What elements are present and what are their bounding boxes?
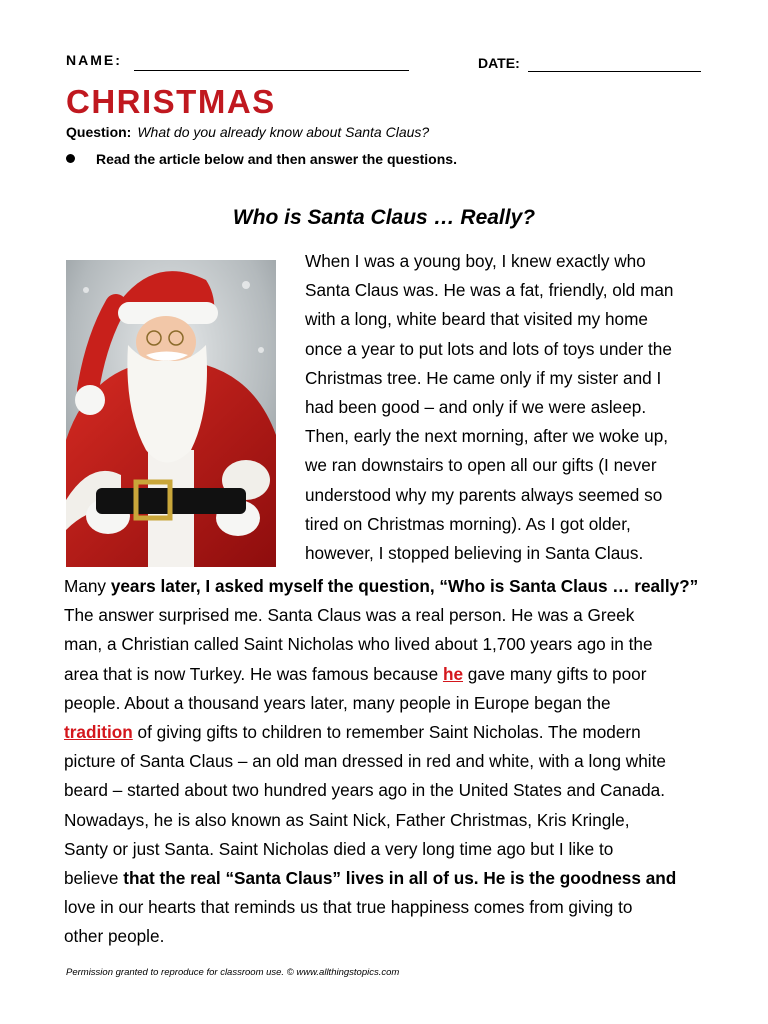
text-line: understood why my parents always seemed so [305,484,663,505]
vocab-link-he[interactable]: he [442,663,464,684]
text-line: we ran downstairs to open all our gifts (I never [305,455,657,476]
text-line: The answer surprised me. Santa Claus was a real person. He was a Greek [64,605,635,626]
text-line: man, a Christian called Saint Nicholas who lived about 1,700 years ago in the [64,634,653,655]
question-text: What do you already know about Santa Claus? [137,124,430,140]
text-line: When I was a young boy, I knew exactly who [305,251,646,271]
text-line: had been good – and only if we were asleep. [305,396,647,417]
bold-text: years later, I asked myself the question, “Who is Santa Claus … really?” [110,576,699,596]
vocab-link-tradition[interactable]: tradition [64,721,133,742]
text-line: other people. [64,926,165,947]
bold-text: that the real “Santa Claus” lives in all of us. He is the goodness and [123,867,677,888]
article-side-paragraph [305,247,673,568]
text-line: with a long, white beard that visited my home [305,309,648,330]
text-fragment: believe [64,867,124,888]
instruction-text: Read the article below and then answer the questions. [96,151,457,167]
text-line: Christmas tree. He came only if my sister and I [305,367,662,388]
name-label: NAME: [66,52,122,68]
text-line [64,864,698,893]
article-main-paragraph [64,572,698,951]
text-line: Santa Claus was. He was a fat, friendly, old man [305,280,674,301]
text-line: people. About a thousand years later, many people in Europe began the [64,692,611,713]
text-fragment: Many [64,576,111,596]
text-line: once a year to put lots and lots of toys under the [305,338,672,359]
footer-permission: Permission granted to reproduce for classroom use. © www.allthingstopics.com [66,967,400,978]
text-fragment: area that is now Turkey. He was famous because [64,663,443,684]
date-blank-line[interactable] [528,71,701,72]
text-line: picture of Santa Claus – an old man dressed in red and white, with a long white [64,751,666,772]
text-fragment: gave many gifts to poor [463,663,647,684]
page-title: CHRISTMAS [66,83,276,120]
text-line: beard – started about two hundred years ago in the United States and Canada. [64,780,666,801]
date-label: DATE: [478,55,520,71]
question-label: Question: [66,124,132,140]
text-line: tired on Christmas morning). As I got older, [305,513,631,534]
name-blank-line[interactable] [134,70,409,71]
text-line [64,660,698,689]
text-line [64,718,698,747]
text-line: Nowadays, he is also known as Saint Nick, Father Christmas, Kris Kringle, [64,809,630,830]
question-row [66,123,429,141]
text-line: however, I stopped believing in Santa Claus. [305,542,644,563]
text-line [64,572,698,601]
instruction-row [66,150,457,168]
text-fragment: of giving gifts to children to remember Saint Nicholas. The modern [132,721,641,742]
text-line: Santy or just Santa. Saint Nicholas died a very long time ago but I like to [64,838,614,859]
text-line: love in our hearts that reminds us that true happiness comes from giving to [64,897,633,918]
bullet-icon [66,154,75,163]
text-line: Then, early the next morning, after we woke up, [305,426,669,447]
santa-claus-image [66,260,276,567]
article-heading: Who is Santa Claus … Really? [232,206,536,229]
